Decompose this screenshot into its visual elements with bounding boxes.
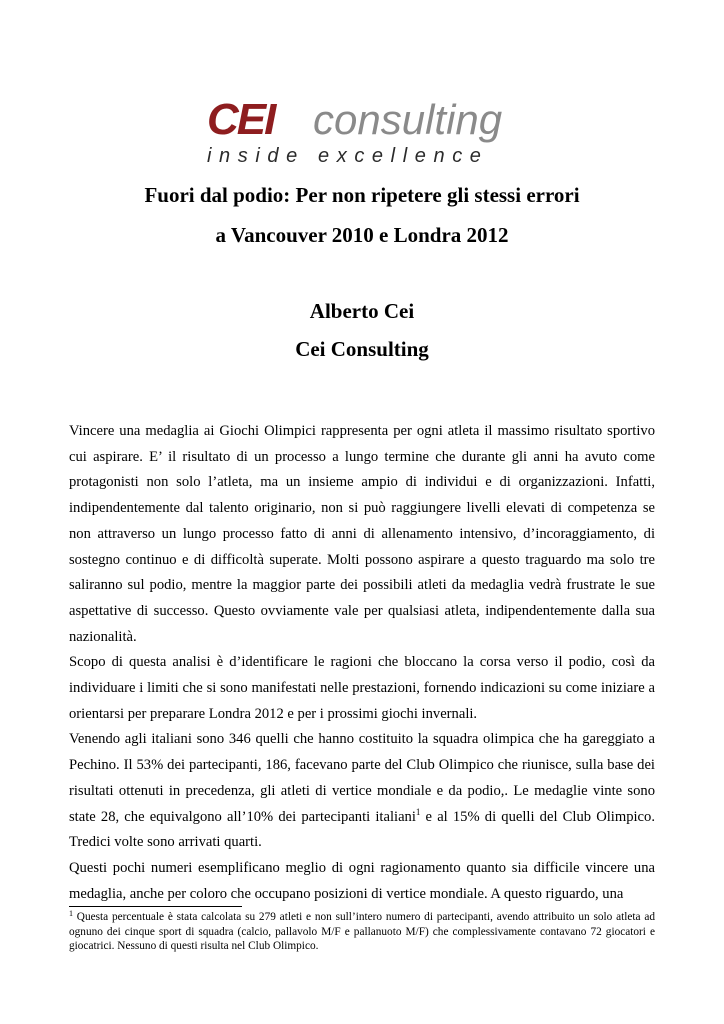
footnote-separator (69, 906, 242, 907)
footnote-1 (69, 910, 655, 954)
document-title-line-1: Fuori dal podio: Per non ripetere gli stessi errori (144, 183, 580, 207)
paragraph-2: Scopo di questa analisi è d’identificare le ragioni che bloccano la corsa verso il podio, così da individuare i limiti che si sono manifestati nelle prestazioni, fornendo indicazioni su come iniziare a orientarsi per preparare Londra 2012 e per i prossimi giochi invernali. (69, 654, 655, 722)
paragraph-3-text-b: e al 15% di quelli del Club Olimpico. Tredici volte sono arrivati quarti. (69, 808, 655, 851)
logo-tagline: inside excellence (207, 145, 489, 166)
author-name: Alberto Cei (309, 299, 415, 323)
body-text (69, 419, 655, 907)
cei-consulting-logo (205, 94, 525, 166)
document-title-line-2: a Vancouver 2010 e Londra 2012 (215, 223, 509, 247)
paragraph-3 (69, 727, 655, 856)
paragraph-3-text-a: Venendo agli italiani sono 346 quelli che hanno costituito la squadra olimpica che ha gareggiato a Pechino. Il 53% dei partecipanti, 186, facevano parte del Club Olimpico che riunisce, sulla base dei risultati ottenuti in precedenza, gli atleti di vertice mondiale e da podio,. Le medaglie vinte sono state 28, che equivalgono all’10% dei partecipanti italiani (69, 731, 655, 825)
logo-consulting-text: consulting (313, 96, 503, 143)
footnote-marker: 1 (69, 909, 73, 918)
paragraph-4: Questi pochi numeri esemplificano meglio di ogni ragionamento quanto sia difficile vincere una medaglia, anche per coloro che occupano posizioni di vertice mondiale. A questo riguardo, una (69, 859, 655, 902)
paragraph-1: Vincere una medaglia ai Giochi Olimpici rappresenta per ogni atleta il massimo risultato sportivo cui aspirare. E’ il risultato di un processo a lungo termine che durante gli anni ha avuto come protagonisti non solo l’atleta, ma un insieme ampio di individui e di organizzazioni. Infatti, indipendentemente dal talento originario, non si può raggiungere livelli elevati di competenza se non attraverso un lungo processo fatto di anni di allenamento intensivo, d’incoraggiamento, di sostegno continuo e di difficoltà superate. Molti possono aspirare a questo traguardo ma solo tre saliranno sul podio, mentre la maggior parte dei possibili atleti da medaglia vedrà frustrate le sue aspettative di successo. Questo ovviamente vale per qualsiasi atleta, indipendentemente dalla sua nazionalità. (69, 423, 655, 645)
footnote (69, 910, 655, 954)
footnote-reference: 1 (415, 806, 421, 817)
author-organization: Cei Consulting (295, 337, 429, 361)
logo-brand-text: CEI (207, 95, 275, 144)
footnote-text: Questa percentuale è stata calcolata su 279 atleti e non sull’intero numero di partecipanti, avendo attribuito un solo atleta ad ognuno dei cinque sport di squadra (calcio, pallavolo M/F e pallanuoto M/F) che complessivamente contavano 72 giocatori e giocatrici. Nessuno di questi risulta nel Club Olimpico. (69, 911, 655, 953)
